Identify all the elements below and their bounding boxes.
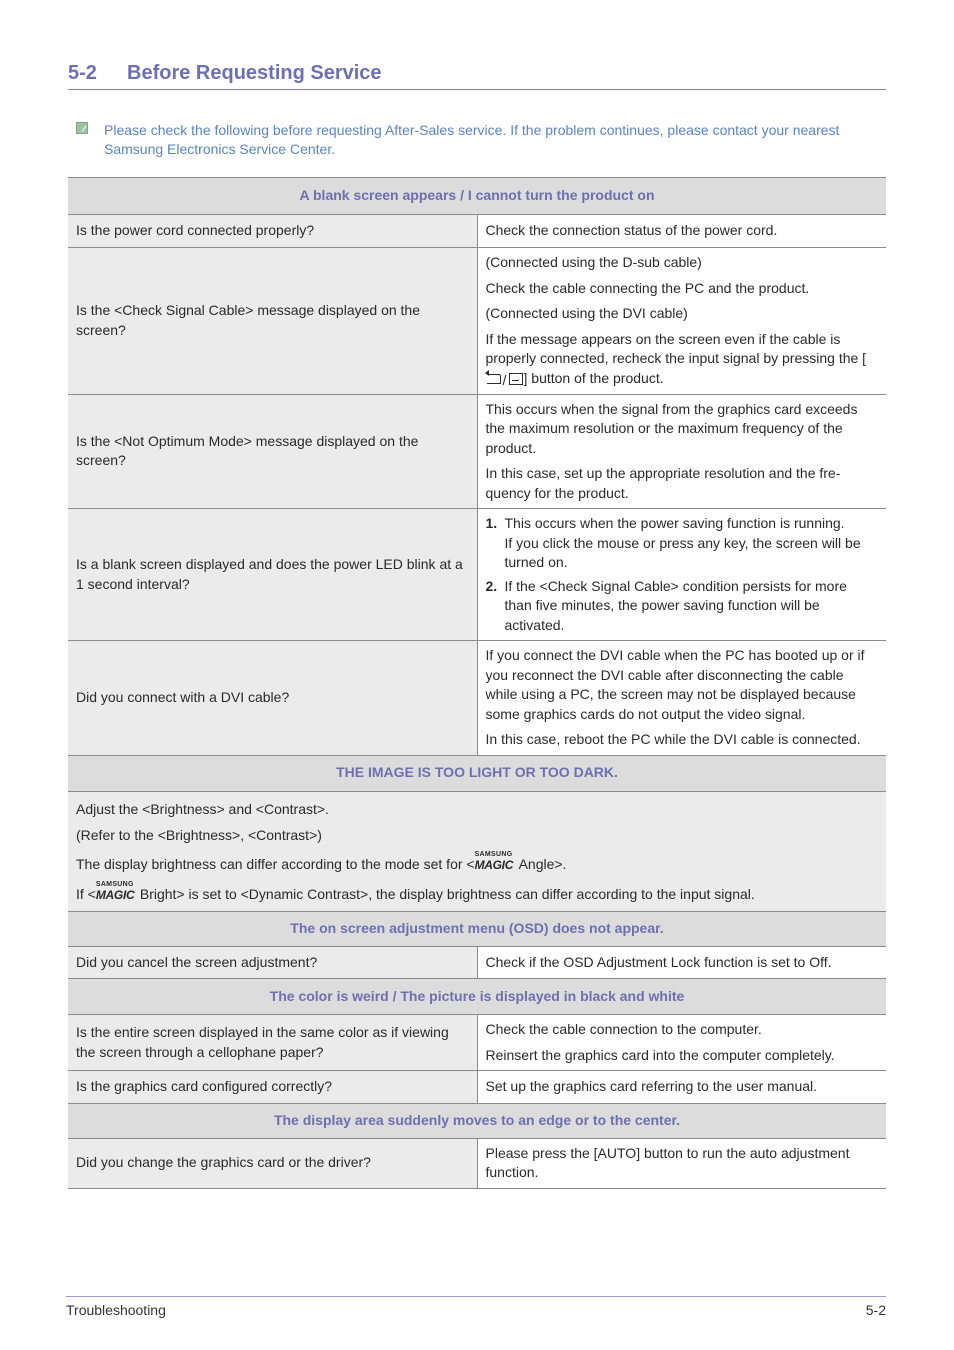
answer-text: This occurs when the signal from the graphics card exceeds the maximum resolution or the maximum frequency of the product. [485,400,858,456]
page-footer [66,1296,886,1326]
group-header-text: A blank screen appears / I cannot turn the product on [68,178,886,215]
answer-text: If you connect the DVI cable when the PC has booted up or if you reconnect the DVI cable after disconnecting the cable while using a PC, the screen may not be displayed because some graphics cards do not output the video signal. [485,647,865,722]
section-number: 5-2 [68,62,97,84]
body-paragraph [76,880,878,905]
question-cell: Did you change the graphics card or the driver? [68,1138,477,1188]
answer-text: Check if the OSD Adjustment Lock function is set to Off. [485,953,832,970]
table-row [68,946,886,979]
footer-chapter: Troubleshooting [66,1302,166,1318]
source-enter-key-icon: / [486,372,524,386]
answer-text: ] button of the product. [523,369,664,386]
table-row [68,509,886,641]
group-header-text: The on screen adjustment menu (OSD) does not appear. [68,911,886,946]
group-header-display-area [68,1103,886,1138]
samsung-magic-logo: SAMSUNG MAGIC [95,880,135,902]
answer-text: In this case, set up the appropriate resolution and the fre-quency for the product. [485,465,841,501]
group-header-brightness [68,755,886,791]
group-header-osd [68,911,886,946]
answer-cell [477,1071,886,1104]
answer-cell [477,1015,886,1071]
group-header-text: The display area suddenly moves to an edge or to the center. [68,1103,886,1138]
answer-cell [477,215,886,248]
body-text: (Refer to the <Brightness>, <Contrast>) [76,826,322,843]
answer-text: Check the cable connection to the computer. [485,1021,762,1037]
table-row [68,1015,886,1071]
answer-text: Reinsert the graphics card into the computer completely. [485,1046,835,1063]
question-cell: Did you cancel the screen adjustment? [68,946,477,979]
answer-text: (Connected using the D-sub cable) [485,254,702,270]
group-header-blank-screen [68,178,886,215]
body-text: If < [76,885,96,902]
table-row [68,1071,886,1104]
answer-text: Check the connection status of the power cord. [485,222,778,238]
answer-cell [477,641,886,756]
answer-text: If the message appears on the screen even if the cable is properly connected, recheck the input signal by pressing the [ [485,330,867,366]
body-text: Bright> is set to <Dynamic Contrast>, the display brightness can differ according to the input signal. [139,885,755,902]
table-row [68,394,886,509]
answer-text: In this case, reboot the PC while the DVI cable is connected. [485,731,861,747]
answer-paragraph [486,330,879,389]
answer-cell [477,394,886,509]
answer-text: (Connected using the DVI cable) [485,305,688,321]
note-pencil-icon [76,122,88,134]
numbered-item [486,577,879,636]
answer-cell [477,247,886,394]
answer-text: Set up the graphics card referring to the user manual. [485,1078,818,1094]
item-number: 1. [485,515,498,531]
question-cell: Is the entire screen displayed in the same color as if viewing the screen through a cellophane paper? [68,1015,477,1071]
answer-text: Please press the [AUTO] button to run the auto adjustment function. [485,1144,850,1180]
troubleshooting-table [68,177,886,1189]
table-row [68,641,886,756]
question-cell: Is the power cord connected properly? [68,215,477,248]
samsung-magic-logo: SAMSUNG MAGIC [474,851,514,873]
group-header-text: The color is weird / The picture is displayed in black and white [68,979,886,1015]
answer-text: If the <Check Signal Cable> condition persists for more than five minutes, the power saving function will be activated. [504,577,847,633]
note-text: Please check the following before requesting After-Sales service. If the problem continues, please contact your nearest Samsung Electronics Service Center. [104,122,840,157]
numbered-item [486,514,879,573]
group-header-color [68,979,886,1015]
body-paragraph [76,851,878,875]
question-cell: Did you connect with a DVI cable? [68,641,477,756]
answer-text: Check the cable connecting the PC and the product. [485,279,810,296]
table-row [68,1138,886,1188]
body-text: The display brightness can differ according to the mode set for < [76,856,475,872]
group-header-text: THE IMAGE IS TOO LIGHT OR TOO DARK. [68,755,886,791]
section-title: Before Requesting Service [127,62,382,84]
question-cell: Is the graphics card configured correctly? [68,1071,477,1104]
answer-cell [477,509,886,641]
section-heading [68,62,886,90]
answer-cell [477,1138,886,1188]
table-row [68,791,886,911]
body-text: Adjust the <Brightness> and <Contrast>. [76,801,329,817]
body-text: Angle>. [518,856,567,872]
answer-text: If you click the mouse or press any key, the screen will be turned on. [504,534,861,570]
footer-page-number: 5-2 [865,1302,886,1318]
question-cell: Is the <Not Optimum Mode> message displayed on the screen? [68,394,477,509]
question-cell: Is a blank screen displayed and does the power LED blink at a 1 second interval? [68,509,477,641]
item-number: 2. [485,577,498,594]
full-width-cell [68,791,886,911]
table-row [68,247,886,394]
answer-cell [477,946,886,979]
table-row [68,215,886,248]
question-cell: Is the <Check Signal Cable> message displayed on the screen? [68,247,477,394]
answer-text: This occurs when the power saving function is running. [504,515,845,531]
